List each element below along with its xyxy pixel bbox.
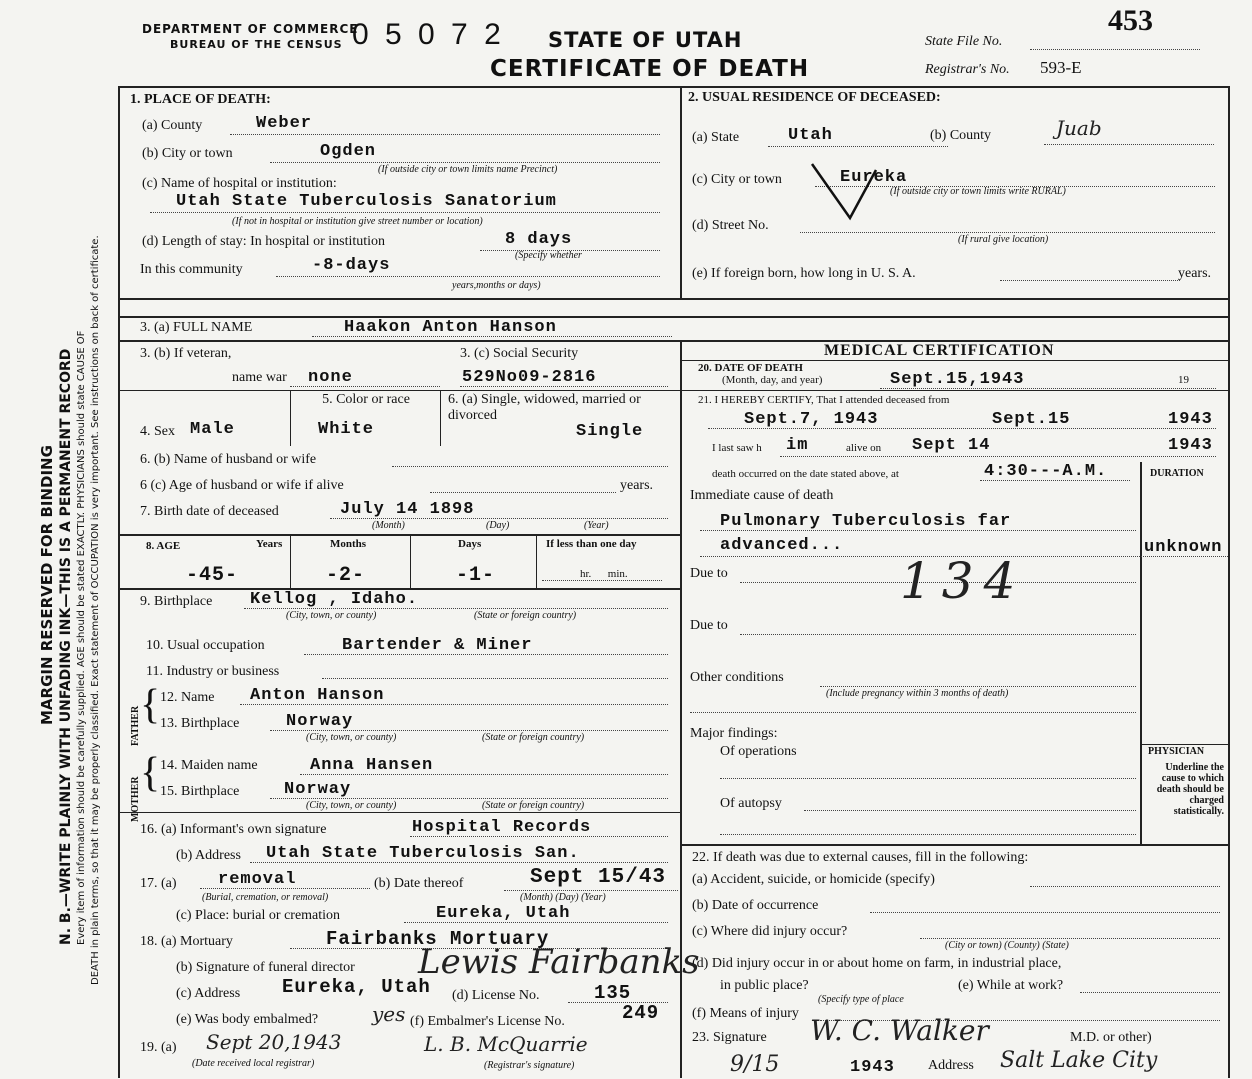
signature-date: 9/15 [730, 1052, 780, 1077]
margin-binding-text: MARGIN RESERVED FOR BINDING [38, 445, 56, 725]
burial-date-note: (Month) (Day) (Year) [520, 892, 606, 903]
hospital-label: (c) Name of hospital or institution: [142, 176, 337, 191]
of-operations-label: Of operations [720, 744, 797, 759]
street-label: (d) Street No. [692, 218, 769, 233]
signature-label: 23. Signature [692, 1030, 767, 1045]
external-c: (c) Where did injury occur? [692, 924, 848, 939]
maiden-name-label: 14. Maiden name [160, 758, 258, 773]
embalmed-value: yes [372, 1002, 406, 1026]
department-label: DEPARTMENT OF COMMERCE [142, 22, 359, 36]
full-name-value: Haakon Anton Hanson [344, 318, 557, 337]
age-hr-min: hr. min. [580, 568, 628, 580]
embalmer-license-value: 249 [622, 1002, 660, 1024]
serial-number: 0 5 0 7 2 [352, 18, 505, 51]
ss-value: 529No09-2816 [462, 368, 597, 387]
res-county-value: Juab [1056, 116, 1102, 140]
age-less-head: If less than one day [546, 538, 637, 550]
physician-address: Salt Lake City [1000, 1048, 1158, 1073]
mother-bp-note-1: (City, town, or county) [306, 800, 397, 811]
external-d-note: (Specify type of place [818, 994, 904, 1005]
occurred-label: death occurred on the date stated above, at [712, 468, 899, 480]
embalmer-license-label: (f) Embalmer's License No. [410, 1014, 565, 1029]
marital-label: 6. (a) Single, widowed, married or divorced [448, 392, 641, 423]
mother-bp-note-2: (State or foreign country) [482, 800, 585, 811]
registrar-note: (Registrar's signature) [484, 1060, 575, 1071]
city-note: (If outside city or town limits name Precinct) [378, 164, 558, 175]
sex-value: Male [190, 420, 235, 439]
birth-label: 7. Birth date of deceased [140, 504, 279, 519]
due-to-1-label: Due to [690, 566, 728, 581]
lastsaw-him: im [786, 436, 809, 455]
informant-label: 16. (a) Informant's own signature [140, 822, 327, 837]
external-d2: in public place? [720, 978, 809, 993]
informant-value: Hospital Records [412, 818, 592, 837]
age-days-head: Days [458, 538, 482, 550]
attended-from: Sept.7, 1943 [744, 410, 879, 429]
county-value: Weber [256, 114, 313, 133]
burial-value: removal [218, 870, 297, 889]
margin-instructions-1: Every item of information should be carefully supplied. AGE should be stated EXACTLY. PHYSICIANS should state CAUSE OF [76, 330, 87, 945]
external-e: (e) While at work? [958, 978, 1064, 993]
res-city-label: (c) City or town [692, 172, 782, 187]
mortuary-value: Fairbanks Mortuary [326, 928, 550, 950]
mother-birthplace-label: 15. Birthplace [160, 784, 240, 799]
spouse-years: years. [620, 478, 654, 493]
age-years: -45- [186, 564, 239, 587]
external-a: (a) Accident, suicide, or homicide (specify) [692, 872, 935, 887]
res-county-label: (b) County [930, 128, 992, 143]
license-label: (d) License No. [452, 988, 540, 1003]
physician-note: Underline the cause to which death should be charged statistically. [1156, 762, 1224, 817]
war-label: name war [232, 370, 287, 385]
informant-address-value: Utah State Tuberculosis San. [266, 844, 580, 863]
res-city-note: (If outside city or town limits write RURAL) [890, 186, 1066, 197]
license-value: 135 [594, 982, 632, 1004]
father-bp-note-1: (City, town, or county) [306, 732, 397, 743]
age-months-head: Months [330, 538, 367, 550]
state-file-line [1030, 48, 1200, 50]
foreign-years: years. [1178, 266, 1212, 281]
mother-birthplace-value: Norway [284, 780, 352, 799]
stay-label: (d) Length of stay: In hospital or institution [142, 234, 386, 249]
occupation-label: 10. Usual occupation [146, 638, 265, 653]
other-note: (Include pregnancy within 3 months of death) [826, 688, 1009, 699]
hospital-note: (If not in hospital or institution give street number or location) [232, 216, 483, 227]
father-name-value: Anton Hanson [250, 686, 385, 705]
signature-year: 1943 [850, 1058, 895, 1077]
md-or-other: M.D. or other) [1070, 1030, 1152, 1045]
external-b: (b) Date of occurrence [692, 898, 819, 913]
burial-date-label: (b) Date thereof [374, 876, 464, 891]
director-label: (b) Signature of funeral director [176, 960, 355, 975]
spouse-age-label: 6 (c) Age of husband or wife if alive [140, 478, 344, 493]
mortuary-label: 18. (a) Mortuary [140, 934, 233, 949]
due-to-2-label: Due to [690, 618, 728, 633]
burial-place-value: Eureka, Utah [436, 904, 571, 923]
hr-min-line [542, 580, 662, 581]
place-heading: 1. PLACE OF DEATH: [130, 92, 271, 107]
occupation-value: Bartender & Miner [342, 636, 533, 655]
hospital-value: Utah State Tuberculosis Sanatorium [176, 192, 557, 211]
medical-heading: MEDICAL CERTIFICATION [824, 342, 1055, 359]
community-value: -8-days [312, 256, 391, 275]
industry-label: 11. Industry or business [146, 664, 280, 679]
state-title: STATE OF UTAH [548, 28, 743, 52]
burial-date-value: Sept 15/43 [530, 866, 667, 889]
age-years-head: Years [256, 538, 283, 550]
res-state-value: Utah [788, 126, 833, 145]
birthplace-note-1: (City, town, or county) [286, 610, 377, 621]
registrar-signature: L. B. McQuarrie [424, 1032, 588, 1056]
birthplace-label: 9. Birthplace [140, 594, 213, 609]
residence-heading: 2. USUAL RESIDENCE OF DECEASED: [688, 90, 941, 105]
informant-address-label: (b) Address [176, 848, 241, 863]
age-label: 8. AGE [146, 540, 181, 552]
city-value: Ogden [320, 142, 377, 161]
burial-place-label: (c) Place: burial or cremation [176, 908, 341, 923]
spouse-label: 6. (b) Name of husband or wife [140, 452, 317, 467]
dod-label: 20. DATE OF DEATH [698, 362, 803, 374]
father-tag: FATHER [130, 705, 141, 746]
res-state-label: (a) State [692, 130, 740, 145]
cause-code: 134 [900, 552, 1026, 610]
external-c-note: (City or town) (County) (State) [945, 940, 1069, 951]
alive-on-label: alive on [846, 442, 882, 454]
certificate-title: CERTIFICATE OF DEATH [490, 56, 810, 82]
color-value: White [318, 420, 375, 439]
birth-year-note: (Year) [584, 520, 609, 531]
street-note: (If rural give location) [958, 234, 1049, 245]
stay-value: 8 days [505, 230, 573, 249]
father-bp-note-2: (State or foreign country) [482, 732, 585, 743]
specify-note: (Specify whether [515, 250, 582, 261]
bureau-label: BUREAU OF THE CENSUS [170, 38, 343, 51]
ss-label: 3. (c) Social Security [460, 346, 579, 361]
age-days: -1- [456, 564, 496, 587]
attended-to-year: 1943 [1168, 410, 1213, 429]
mortuary-address-label: (c) Address [176, 986, 241, 1001]
certify-label: 21. I HEREBY CERTIFY, That I attended deceased from [698, 394, 950, 406]
dod-value: Sept.15,1943 [890, 370, 1025, 389]
burial-label: 17. (a) [140, 876, 177, 891]
other-conditions-label: Other conditions [690, 670, 784, 685]
dod-note: (Month, day, and year) [722, 374, 823, 386]
embalmed-label: (e) Was body embalmed? [176, 1012, 319, 1027]
community-label: In this community [140, 262, 243, 277]
age-months: -2- [326, 564, 366, 587]
cause-line-2: advanced... [720, 536, 844, 555]
registrar-label: Registrar's No. [925, 62, 1010, 77]
sex-label: 4. Sex [140, 424, 175, 439]
veteran-label: 3. (b) If veteran, [140, 346, 232, 361]
birthplace-note-2: (State or foreign country) [474, 610, 577, 621]
check-mark [810, 160, 880, 230]
address-label: Address [928, 1058, 974, 1073]
mortuary-address-value: Eureka, Utah [282, 976, 431, 998]
cause-duration: unknown [1144, 538, 1223, 557]
father-birthplace-value: Norway [286, 712, 354, 731]
maiden-name-value: Anna Hansen [310, 756, 434, 775]
director-signature: Lewis Fairbanks [418, 942, 700, 982]
birthplace-value: Kellog , Idaho. [250, 590, 419, 609]
war-value: none [308, 368, 353, 387]
state-file-label: State File No. [925, 34, 1003, 49]
units-note: years,months or days) [452, 280, 541, 291]
color-label: 5. Color or race [322, 392, 410, 407]
father-name-label: 12. Name [160, 690, 215, 705]
received-label: 19. (a) [140, 1040, 177, 1055]
lastsaw-value: Sept 14 [912, 436, 991, 455]
father-brace: { [140, 682, 161, 728]
attended-to: Sept.15 [992, 410, 1071, 429]
burial-note: (Burial, cremation, or removal) [202, 892, 329, 903]
dod-19: 19 [1178, 374, 1189, 386]
margin-instructions-2: DEATH in plain terms, so that it may be properly classified. Exact statement of OCCUPATION is very important. See instructions on back of certificate. [90, 235, 101, 985]
of-autopsy-label: Of autopsy [720, 796, 782, 811]
major-findings-label: Major findings: [690, 726, 778, 741]
physician-signature: W. C. Walker [810, 1014, 989, 1047]
birth-month-note: (Month) [372, 520, 405, 531]
birth-value: July 14 1898 [340, 500, 475, 519]
duration-label: DURATION [1150, 468, 1204, 479]
mother-brace: { [140, 750, 161, 796]
external-d: (d) Did injury occur in or about home on farm, in industrial place, [692, 956, 1062, 971]
immediate-cause-label: Immediate cause of death [690, 488, 834, 503]
lastsaw-label: I last saw h [712, 442, 762, 454]
full-name-label: 3. (a) FULL NAME [140, 320, 253, 335]
cause-line-1: Pulmonary Tuberculosis far [720, 512, 1012, 531]
father-birthplace-label: 13. Birthplace [160, 716, 240, 731]
external-heading: 22. If death was due to external causes, fill in the following: [692, 850, 1029, 865]
birth-day-note: (Day) [486, 520, 510, 531]
time-of-death: 4:30---A.M. [984, 462, 1108, 481]
physician-heading: PHYSICIAN [1148, 746, 1205, 757]
res-city-value: Eureka [840, 168, 908, 187]
received-date: Sept 20,1943 [206, 1030, 342, 1054]
received-note: (Date received local registrar) [192, 1058, 315, 1069]
county-label: (a) County [142, 118, 203, 133]
mother-tag: MOTHER [130, 776, 141, 822]
city-label: (b) City or town [142, 146, 233, 161]
foreign-label: (e) If foreign born, how long in U. S. A. [692, 266, 916, 281]
margin-permanent-record: N. B.—WRITE PLAINLY WITH UNFADING INK—THIS IS A PERMANENT RECORD [58, 348, 74, 945]
registrar-number: 593-E [1040, 58, 1082, 77]
state-file-number: 453 [1108, 4, 1153, 37]
marital-value: Single [576, 422, 644, 441]
lastsaw-year: 1943 [1168, 436, 1213, 455]
external-f: (f) Means of injury [692, 1006, 799, 1021]
